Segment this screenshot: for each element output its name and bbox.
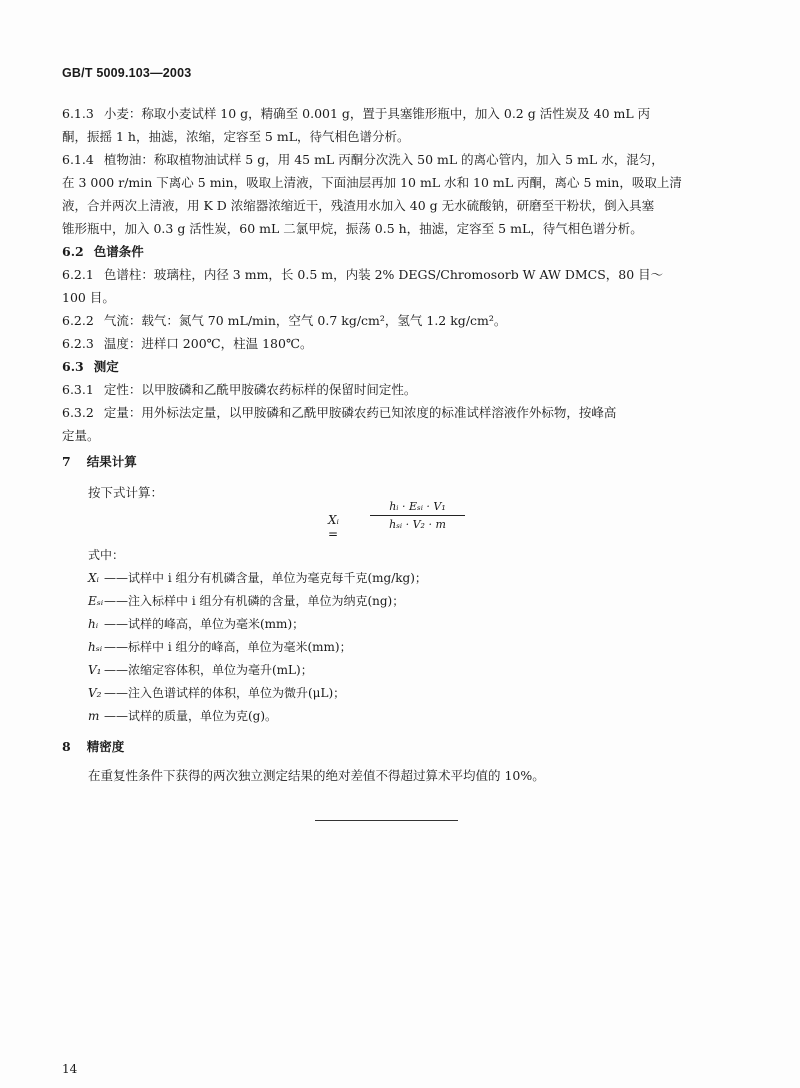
section-8-body: [88, 764, 748, 787]
definition-symbol: hₛᵢ: [88, 640, 103, 654]
definition-row: [88, 682, 427, 705]
page-number: 14: [62, 1062, 78, 1076]
definition-text: ——注入标样中 i 组分有机磷的含量，单位为纳克(ng)；: [104, 594, 405, 608]
definition-text: ——注入色谱试样的体积，单位为微升(μL)；: [104, 686, 346, 700]
formula-numerator: hᵢ · Eₛᵢ · V₁: [389, 500, 446, 513]
section-number: 6.1.4: [62, 152, 94, 167]
section-6-2-3: [62, 332, 752, 355]
fraction-bar: [370, 515, 465, 516]
section-title: 色谱条件: [93, 244, 144, 259]
section-7-heading: [62, 450, 752, 473]
section-number: 6.1.3: [62, 106, 94, 121]
end-of-text-rule: [315, 820, 458, 821]
formula-intro-text: 按下式计算：: [88, 485, 164, 500]
definition-symbol: Eₛᵢ: [88, 594, 104, 608]
section-title: 测定: [93, 359, 119, 374]
section-number: 6.2.3: [62, 336, 94, 351]
definition-text: ——试样的质量，单位为克(g)。: [104, 709, 278, 723]
definition-text: ——浓缩定容体积，单位为毫升(mL)；: [104, 663, 313, 677]
section-6-3-2: [62, 401, 752, 447]
paragraph-line: 植物油：称取植物油试样 5 g，用 45 mL 丙酮分次洗入 50 mL 的离心管内，加入 5 mL 水，混匀，: [103, 152, 664, 167]
paragraph-text: 气流：载气：氮气 70 mL/min，空气 0.7 kg/cm²，氢气 1.2 kg/cm²。: [103, 313, 507, 328]
section-number: 6.2.1: [62, 267, 94, 282]
definition-symbol: V₁: [88, 663, 102, 677]
section-6-2-1: [62, 263, 752, 309]
section-6-1-3: [62, 102, 752, 148]
paragraph-line: 在 3 000 r/min 下离心 5 min，吸取上清液，下面油层再加 10 mL 水和 10 mL 丙酮，离心 5 min，吸取上清: [62, 175, 682, 190]
definition-text: ——试样中 i 组分有机磷含量，单位为毫克每千克(mg/kg)；: [104, 571, 427, 585]
section-6-2-heading: [62, 240, 752, 263]
paragraph-line: 色谱柱：玻璃柱，内径 3 mm，长 0.5 m，内装 2% DEGS/Chromosorb W AW DMCS，80 目～: [103, 267, 664, 282]
paragraph-line: 小麦：称取小麦试样 10 g，精确至 0.001 g，置于具塞锥形瓶中，加入 0.2 g 活性炭及 40 mL 丙: [103, 106, 651, 121]
section-number: 6.3.1: [62, 382, 94, 397]
definition-symbol: Xᵢ: [88, 571, 99, 585]
definition-text: ——试样的峰高，单位为毫米(mm)；: [104, 617, 305, 631]
section-6-1-4: [62, 148, 752, 240]
section-number: 8: [62, 739, 71, 754]
definition-row: [88, 567, 427, 590]
definition-symbol: hᵢ: [88, 617, 99, 631]
where-label: 式中：: [88, 548, 125, 562]
formula-lhs: Xᵢ =: [328, 513, 339, 541]
paragraph-text: 定性：以甲胺磷和乙酰甲胺磷农药标样的保留时间定性。: [103, 382, 417, 397]
symbol-definitions: [88, 544, 427, 728]
formula-fraction: [370, 500, 465, 531]
definition-row: [88, 705, 427, 728]
section-number: 6.3: [62, 359, 84, 374]
section-8-heading: [62, 735, 752, 758]
paragraph-line: 定量：用外标法定量，以甲胺磷和乙酰甲胺磷农药已知浓度的标准试样溶液作外标物，按峰高: [103, 405, 617, 420]
section-6-2-2: [62, 309, 752, 332]
section-title: 结果计算: [86, 454, 137, 469]
section-number: 6.3.2: [62, 405, 94, 420]
section-6-3-heading: [62, 355, 752, 378]
section-number: 6.2.2: [62, 313, 94, 328]
paragraph-line: 100 目。: [62, 290, 115, 305]
section-6-3-1: [62, 378, 752, 401]
definition-symbol: m: [88, 709, 100, 723]
section-number: 7: [62, 454, 71, 469]
paragraph-line: 液，合并两次上清液，用 K D 浓缩器浓缩近干，残渣用水加入 40 g 无水硫酸钠，研磨至干粉状，倒入具塞: [62, 198, 655, 213]
standard-code-header: GB/T 5009.103—2003: [62, 66, 192, 80]
definition-symbol: V₂: [88, 686, 102, 700]
definition-row: [88, 636, 427, 659]
paragraph-line: 酮，振摇 1 h，抽滤，浓缩，定容至 5 mL，待气相色谱分析。: [62, 129, 410, 144]
definition-row: [88, 659, 427, 682]
paragraph-text: 在重复性条件下获得的两次独立测定结果的绝对差值不得超过算术平均值的 10%。: [88, 768, 545, 783]
section-number: 6.2: [62, 244, 84, 259]
paragraph-text: 温度：进样口 200℃，柱温 180℃。: [103, 336, 313, 351]
definition-row: [88, 613, 427, 636]
paragraph-line: 定量。: [62, 428, 100, 443]
formula-denominator: hₛᵢ · V₂ · m: [389, 518, 446, 531]
definition-text: ——标样中 i 组分的峰高，单位为毫米(mm)；: [104, 640, 352, 654]
definition-row: [88, 590, 427, 613]
section-title: 精密度: [86, 739, 125, 754]
paragraph-line: 锥形瓶中，加入 0.3 g 活性炭，60 mL 二氯甲烷，振荡 0.5 h，抽滤，定容至 5 mL，待气相色谱分析。: [62, 221, 643, 236]
